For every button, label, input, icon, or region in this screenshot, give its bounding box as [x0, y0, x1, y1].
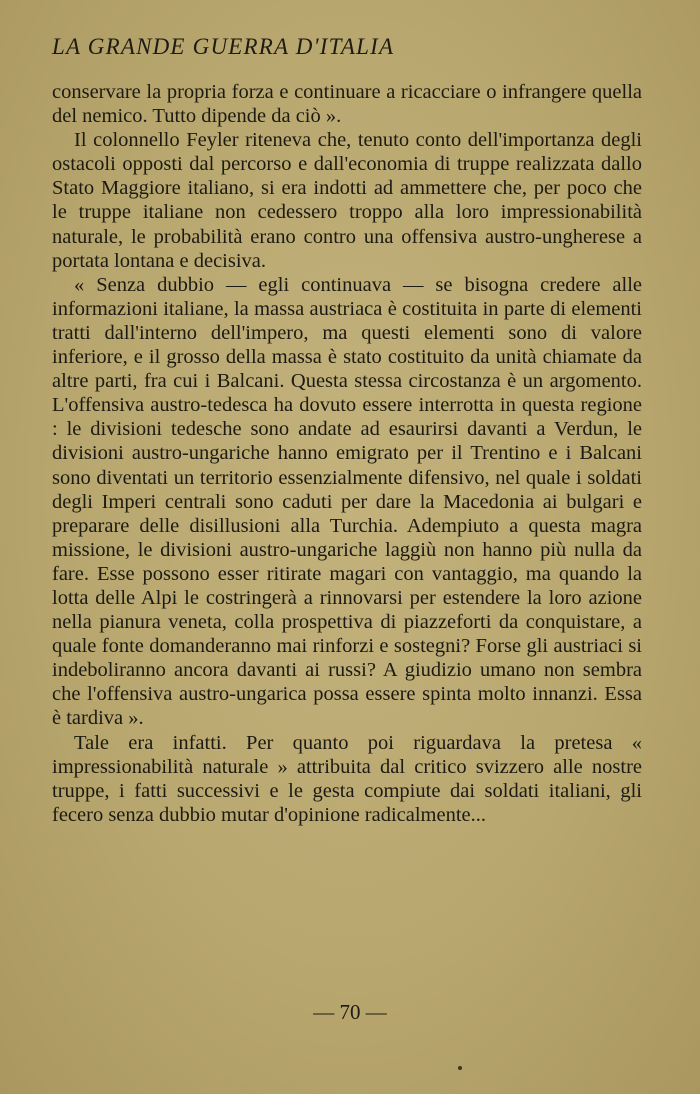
paragraph-conclusion: Tale era infatti. Per quanto poi riguardava la pretesa « impressionabilità naturale » attribuita dal critico svizzero alle nostre truppe, i fatti successivi e le gesta compiute dai soldati italiani, gli fecero senza dubbio mutar d'opinione radicalmente...: [52, 731, 642, 826]
paragraph-continuation: conservare la propria forza e continuare a ricacciare o infrangere quella del nemico. Tutto dipende da ciò ».: [52, 81, 642, 128]
body-text: [52, 80, 642, 827]
running-head-title: LA GRANDE GUERRA D'ITALIA: [52, 34, 395, 59]
page-number: — 70 —: [313, 1000, 387, 1024]
paragraph-quotation: « Senza dubbio — egli continuava — se bisogna credere alle informazioni italiane, la massa austriaca è costituita in parte di elementi tratti dall'interno dell'impero, ma questi elementi sono di valore inferiore, e il grosso della massa è stato costituito da unità chiamate da altre parti, fra cui i Balcani. Questa stessa circostanza è un argomento. L'offensiva austro-tedesca ha dovuto essere interrotta in questa regione : le divisioni tedesche sono andate ad esaurirsi davanti a Verdun, le divisioni austro-ungariche hanno emigrato per il Trentino e i Balcani sono diventati un territorio essenzialmente difensivo, nel quale i soldati degli Imperi centrali sono caduti per dare la Macedonia ai bulgari e preparare delle disillusioni alla Turchia. Adempiuto a questa magra missione, le divisioni austro-ungariche laggiù non hanno più nulla da fare. Esse possono esser ritirate magari con vantaggio, ma quando la lotta delle Alpi le costringerà a rinnovarsi per estendere la loro azione nella pianura veneta, colla prospettiva di piazzeforti da conquistare, a quale fonte domanderanno mai rinforzi e sostegni? Forse gli austriaci si indeboliranno ancora davanti ai russi? A giudizio umano non sembra che l'offensiva austro-ungarica possa essere spinta molto innanzi. Essa è tardiva ».: [52, 273, 642, 730]
paper-speck: [458, 1066, 462, 1070]
paragraph-feyler: Il colonnello Feyler riteneva che, tenuto conto dell'importanza degli ostacoli opposti dal percorso e dall'economia di truppe realizzata dallo Stato Maggiore italiano, si era indotti ad ammettere che, per poco che le truppe italiane non cedessero troppo alla loro impressionabilità naturale, le probabilità erano contro una offensiva austro-ungherese a portata lontana e decisiva.: [52, 129, 642, 272]
